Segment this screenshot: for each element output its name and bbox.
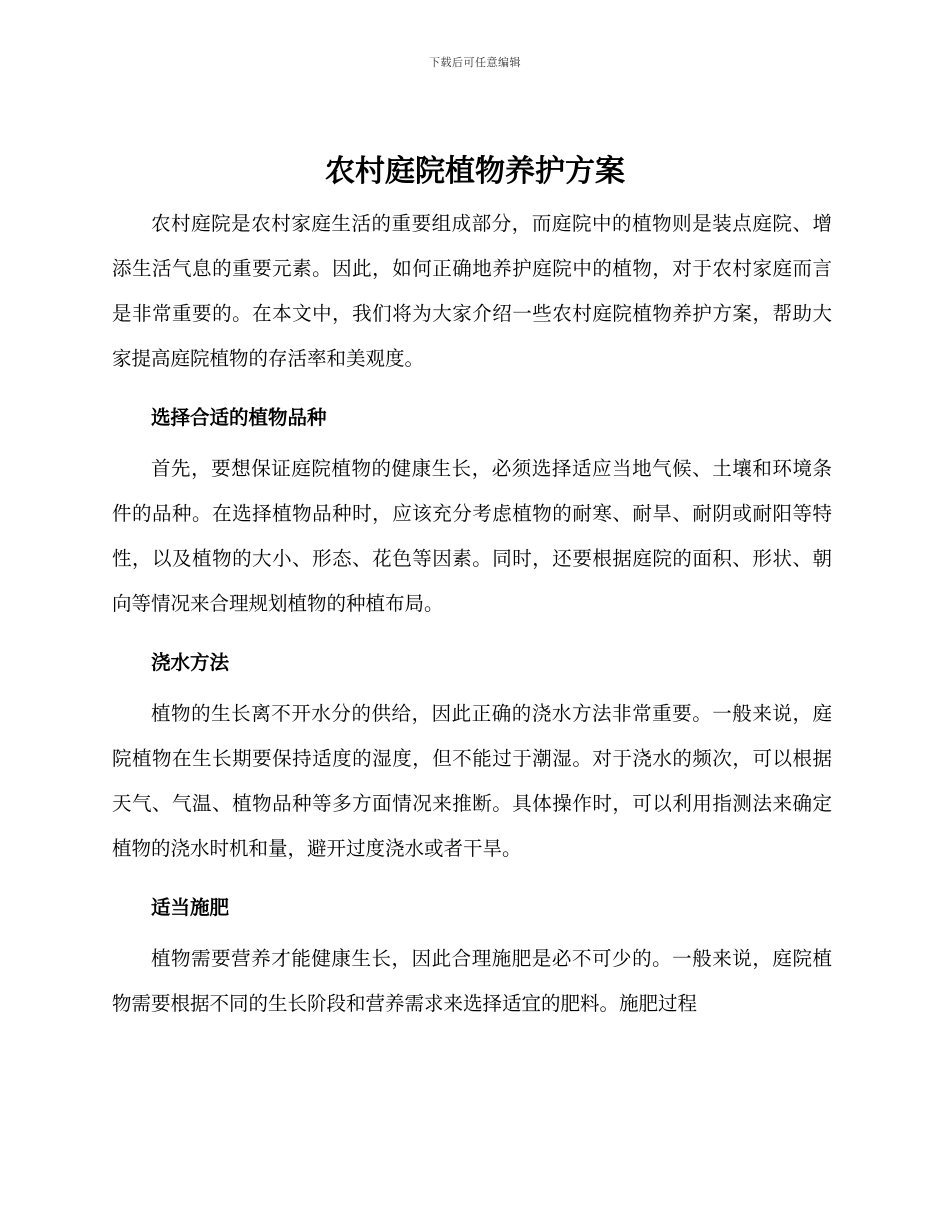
section-body-fertilizing: 植物需要营养才能健康生长，因此合理施肥是必不可少的。一般来说，庭院植物需要根据不同的生长阶段和营养需求来选择适宜的肥料。施肥过程 bbox=[112, 947, 832, 1015]
intro-paragraph: 农村庭院是农村家庭生活的重要组成部分，而庭院中的植物则是装点庭院、增添生活气息的重要元素。因此，如何正确地养护庭院中的植物，对于农村家庭而言是非常重要的。在本文中，我们将为大家介绍一些农村庭院植物养护方案，帮助大家提高庭院植物的存活率和美观度。 bbox=[112, 212, 832, 370]
spacer bbox=[112, 871, 832, 885]
section-heading-fertilizing: 适当施肥 bbox=[151, 896, 230, 919]
section-body-plant-selection: 首先，要想保证庭院植物的健康生长，必须选择适应当地气候、土壤和环境条件的品种。在选择植物品种时，应该充分考虑植物的耐寒、耐旱、耐阴或耐阳等特性，以及植物的大小、形态、花色等因素。同时，还要根据庭院的面积、形状、朝向等情况来合理规划植物的种植布局。 bbox=[112, 457, 832, 615]
section-body-watering: 植物的生长离不开水分的供给，因此正确的浇水方法非常重要。一般来说，庭院植物在生长期要保持适度的湿度，但不能过于潮湿。对于浇水的频次，可以根据天气、气温、植物品种等多方面情况来推断。具体操作时，可以利用指测法来确定植物的浇水时机和量，避开过度浇水或者干旱。 bbox=[112, 702, 832, 860]
document-title: 农村庭院植物养护方案 bbox=[325, 154, 625, 189]
document-body bbox=[112, 201, 832, 1026]
section-heading-watering: 浇水方法 bbox=[151, 651, 230, 674]
spacer bbox=[112, 626, 832, 640]
section-heading-plant-selection: 选择合适的植物品种 bbox=[151, 406, 327, 429]
spacer bbox=[112, 381, 832, 395]
page-header-note: 下载后可任意编辑 bbox=[429, 56, 521, 69]
